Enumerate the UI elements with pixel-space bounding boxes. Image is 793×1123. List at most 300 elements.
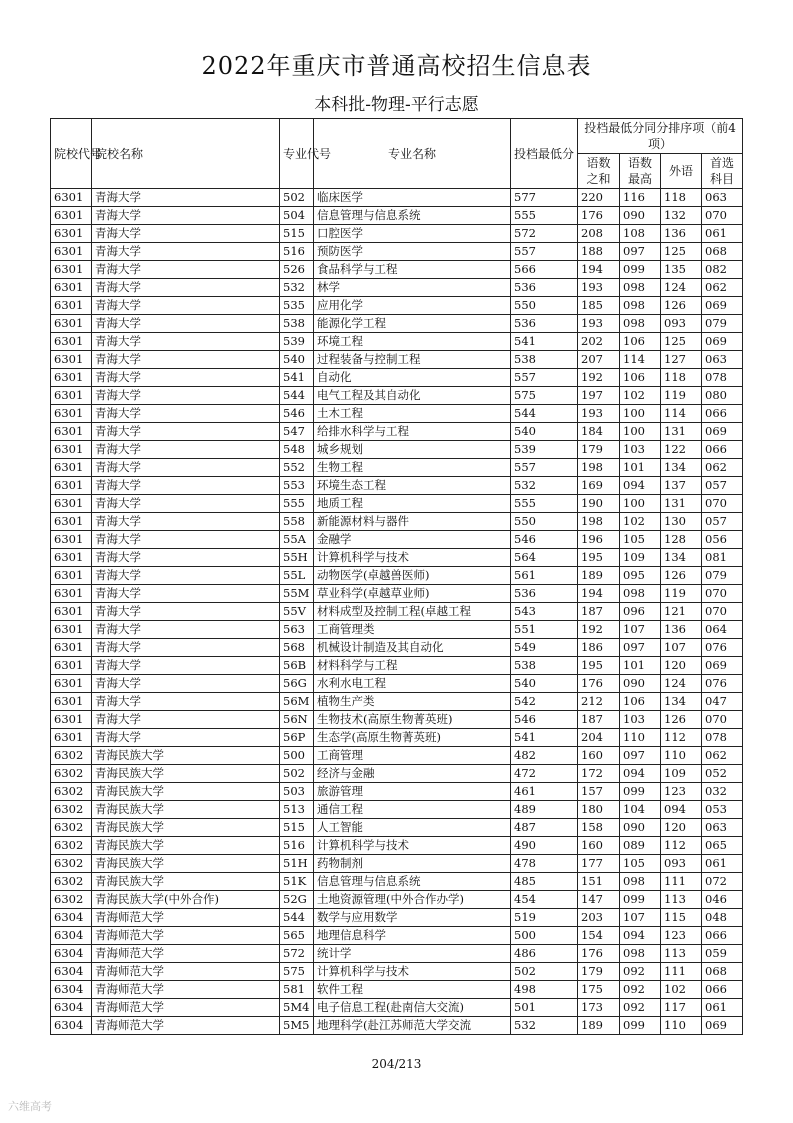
cell-max-cn-math: 108 — [620, 225, 661, 243]
cell-sum-cn-math: 160 — [578, 747, 620, 765]
cell-major-code: 502 — [280, 765, 314, 783]
cell-school-name: 青海大学 — [92, 711, 280, 729]
cell-major-name: 生物工程 — [314, 459, 511, 477]
cell-major-code: 55M — [280, 585, 314, 603]
cell-major-code: 555 — [280, 495, 314, 513]
table-row — [51, 207, 743, 225]
table-row — [51, 189, 743, 207]
cell-school-code: 6301 — [51, 423, 92, 441]
table-row — [51, 675, 743, 693]
cell-major-code: 516 — [280, 837, 314, 855]
cell-school-code: 6304 — [51, 1017, 92, 1035]
cell-foreign-language: 121 — [661, 603, 702, 621]
cell-major-name: 地理科学(赴江苏师范大学交流 — [314, 1017, 511, 1035]
cell-foreign-language: 122 — [661, 441, 702, 459]
cell-first-subject: 069 — [702, 657, 743, 675]
table-body — [51, 189, 743, 1035]
cell-school-name: 青海大学 — [92, 423, 280, 441]
cell-major-code: 548 — [280, 441, 314, 459]
cell-major-name: 旅游管理 — [314, 783, 511, 801]
cell-major-name: 经济与金融 — [314, 765, 511, 783]
cell-school-name: 青海师范大学 — [92, 999, 280, 1017]
cell-foreign-language: 117 — [661, 999, 702, 1017]
cell-max-cn-math: 104 — [620, 801, 661, 819]
table-row — [51, 567, 743, 585]
cell-major-name: 环境工程 — [314, 333, 511, 351]
cell-school-code: 6304 — [51, 945, 92, 963]
cell-school-name: 青海大学 — [92, 477, 280, 495]
cell-first-subject: 063 — [702, 189, 743, 207]
cell-min-score: 485 — [511, 873, 578, 891]
cell-min-score: 555 — [511, 207, 578, 225]
cell-max-cn-math: 092 — [620, 981, 661, 999]
cell-max-cn-math: 101 — [620, 459, 661, 477]
cell-max-cn-math: 099 — [620, 783, 661, 801]
cell-major-code: 515 — [280, 819, 314, 837]
cell-major-name: 信息管理与信息系统 — [314, 873, 511, 891]
cell-major-code: 558 — [280, 513, 314, 531]
header-sum-cn-math: 语数之和 — [578, 154, 620, 189]
cell-school-name: 青海大学 — [92, 243, 280, 261]
table-row — [51, 747, 743, 765]
cell-min-score: 550 — [511, 297, 578, 315]
cell-sum-cn-math: 193 — [578, 405, 620, 423]
cell-first-subject: 053 — [702, 801, 743, 819]
cell-school-name: 青海民族大学 — [92, 747, 280, 765]
cell-first-subject: 056 — [702, 531, 743, 549]
cell-foreign-language: 094 — [661, 801, 702, 819]
cell-major-code: 51K — [280, 873, 314, 891]
header-min-score: 投档最低分 — [511, 119, 578, 189]
cell-school-code: 6302 — [51, 765, 92, 783]
cell-major-name: 计算机科学与技术 — [314, 549, 511, 567]
cell-first-subject: 061 — [702, 999, 743, 1017]
cell-max-cn-math: 103 — [620, 441, 661, 459]
table-row — [51, 837, 743, 855]
cell-foreign-language: 134 — [661, 693, 702, 711]
cell-sum-cn-math: 180 — [578, 801, 620, 819]
cell-min-score: 561 — [511, 567, 578, 585]
cell-foreign-language: 135 — [661, 261, 702, 279]
cell-first-subject: 079 — [702, 315, 743, 333]
cell-foreign-language: 132 — [661, 207, 702, 225]
cell-min-score: 551 — [511, 621, 578, 639]
cell-first-subject: 070 — [702, 207, 743, 225]
cell-major-name: 地理信息科学 — [314, 927, 511, 945]
cell-foreign-language: 120 — [661, 819, 702, 837]
cell-major-name: 计算机科学与技术 — [314, 963, 511, 981]
table-row — [51, 279, 743, 297]
cell-school-name: 青海师范大学 — [92, 981, 280, 999]
cell-major-name: 城乡规划 — [314, 441, 511, 459]
cell-min-score: 540 — [511, 423, 578, 441]
cell-first-subject: 065 — [702, 837, 743, 855]
cell-major-name: 土地资源管理(中外合作办学) — [314, 891, 511, 909]
cell-max-cn-math: 102 — [620, 513, 661, 531]
cell-major-name: 植物生产类 — [314, 693, 511, 711]
table-row — [51, 909, 743, 927]
cell-school-name: 青海大学 — [92, 405, 280, 423]
cell-major-name: 给排水科学与工程 — [314, 423, 511, 441]
cell-min-score: 557 — [511, 459, 578, 477]
cell-major-name: 应用化学 — [314, 297, 511, 315]
cell-min-score: 539 — [511, 441, 578, 459]
table-row — [51, 387, 743, 405]
table-row — [51, 405, 743, 423]
table-row — [51, 783, 743, 801]
table-row — [51, 729, 743, 747]
cell-major-name: 电气工程及其自动化 — [314, 387, 511, 405]
cell-foreign-language: 093 — [661, 315, 702, 333]
cell-foreign-language: 113 — [661, 945, 702, 963]
cell-max-cn-math: 098 — [620, 315, 661, 333]
cell-school-name: 青海大学 — [92, 567, 280, 585]
cell-first-subject: 072 — [702, 873, 743, 891]
table-row — [51, 819, 743, 837]
cell-major-name: 土木工程 — [314, 405, 511, 423]
cell-major-name: 统计学 — [314, 945, 511, 963]
cell-foreign-language: 123 — [661, 927, 702, 945]
cell-min-score: 536 — [511, 585, 578, 603]
cell-school-code: 6301 — [51, 333, 92, 351]
table-row — [51, 1017, 743, 1035]
cell-min-score: 572 — [511, 225, 578, 243]
cell-min-score: 542 — [511, 693, 578, 711]
cell-first-subject: 047 — [702, 693, 743, 711]
cell-major-code: 553 — [280, 477, 314, 495]
cell-min-score: 557 — [511, 243, 578, 261]
cell-school-name: 青海大学 — [92, 657, 280, 675]
cell-school-code: 6301 — [51, 603, 92, 621]
cell-school-code: 6304 — [51, 963, 92, 981]
table-row — [51, 495, 743, 513]
cell-school-name: 青海大学 — [92, 531, 280, 549]
cell-school-name: 青海大学 — [92, 351, 280, 369]
cell-max-cn-math: 096 — [620, 603, 661, 621]
cell-major-code: 502 — [280, 189, 314, 207]
cell-major-name: 生态学(高原生物菁英班) — [314, 729, 511, 747]
cell-max-cn-math: 097 — [620, 243, 661, 261]
cell-sum-cn-math: 189 — [578, 1017, 620, 1035]
cell-major-code: 55V — [280, 603, 314, 621]
cell-max-cn-math: 105 — [620, 855, 661, 873]
cell-major-code: 504 — [280, 207, 314, 225]
table-row — [51, 369, 743, 387]
cell-sum-cn-math: 192 — [578, 369, 620, 387]
cell-foreign-language: 126 — [661, 297, 702, 315]
cell-first-subject: 063 — [702, 819, 743, 837]
cell-major-code: 547 — [280, 423, 314, 441]
cell-max-cn-math: 103 — [620, 711, 661, 729]
cell-first-subject: 078 — [702, 369, 743, 387]
cell-first-subject: 063 — [702, 351, 743, 369]
cell-major-name: 能源化学工程 — [314, 315, 511, 333]
table-row — [51, 855, 743, 873]
cell-first-subject: 066 — [702, 927, 743, 945]
cell-foreign-language: 114 — [661, 405, 702, 423]
cell-school-code: 6301 — [51, 297, 92, 315]
cell-max-cn-math: 090 — [620, 675, 661, 693]
page-title: 2022年重庆市普通高校招生信息表 — [201, 52, 592, 80]
cell-school-name: 青海民族大学 — [92, 873, 280, 891]
cell-major-code: 52G — [280, 891, 314, 909]
cell-school-name: 青海民族大学 — [92, 783, 280, 801]
cell-major-name: 计算机科学与技术 — [314, 837, 511, 855]
cell-max-cn-math: 092 — [620, 999, 661, 1017]
cell-min-score: 482 — [511, 747, 578, 765]
cell-foreign-language: 110 — [661, 1017, 702, 1035]
cell-major-code: 515 — [280, 225, 314, 243]
cell-school-name: 青海大学 — [92, 603, 280, 621]
cell-major-code: 5M4 — [280, 999, 314, 1017]
cell-school-code: 6301 — [51, 189, 92, 207]
cell-max-cn-math: 098 — [620, 873, 661, 891]
header-first-subject: 首选科目 — [702, 154, 743, 189]
cell-first-subject: 048 — [702, 909, 743, 927]
cell-school-name: 青海大学 — [92, 441, 280, 459]
cell-sum-cn-math: 172 — [578, 765, 620, 783]
cell-sum-cn-math: 197 — [578, 387, 620, 405]
cell-major-name: 动物医学(卓越兽医师) — [314, 567, 511, 585]
cell-major-name: 药物制剂 — [314, 855, 511, 873]
cell-sum-cn-math: 193 — [578, 315, 620, 333]
cell-school-name: 青海民族大学 — [92, 819, 280, 837]
cell-major-code: 51H — [280, 855, 314, 873]
cell-foreign-language: 124 — [661, 675, 702, 693]
cell-first-subject: 068 — [702, 243, 743, 261]
cell-school-code: 6301 — [51, 225, 92, 243]
cell-min-score: 489 — [511, 801, 578, 819]
cell-foreign-language: 126 — [661, 567, 702, 585]
cell-min-score: 487 — [511, 819, 578, 837]
cell-foreign-language: 093 — [661, 855, 702, 873]
header-foreign-language: 外语 — [661, 154, 702, 189]
cell-school-name: 青海大学 — [92, 729, 280, 747]
cell-foreign-language: 118 — [661, 189, 702, 207]
cell-foreign-language: 127 — [661, 351, 702, 369]
cell-max-cn-math: 098 — [620, 585, 661, 603]
cell-foreign-language: 110 — [661, 747, 702, 765]
cell-school-code: 6302 — [51, 801, 92, 819]
cell-foreign-language: 123 — [661, 783, 702, 801]
cell-max-cn-math: 098 — [620, 297, 661, 315]
cell-max-cn-math: 106 — [620, 333, 661, 351]
cell-sum-cn-math: 154 — [578, 927, 620, 945]
cell-school-code: 6302 — [51, 747, 92, 765]
cell-first-subject: 057 — [702, 513, 743, 531]
cell-max-cn-math: 099 — [620, 891, 661, 909]
cell-first-subject: 061 — [702, 225, 743, 243]
cell-school-name: 青海师范大学 — [92, 945, 280, 963]
cell-max-cn-math: 110 — [620, 729, 661, 747]
cell-major-name: 生物技术(高原生物菁英班) — [314, 711, 511, 729]
cell-max-cn-math: 100 — [620, 405, 661, 423]
table-row — [51, 639, 743, 657]
cell-max-cn-math: 089 — [620, 837, 661, 855]
cell-first-subject: 070 — [702, 495, 743, 513]
cell-school-name: 青海大学 — [92, 369, 280, 387]
cell-major-name: 林学 — [314, 279, 511, 297]
cell-min-score: 566 — [511, 261, 578, 279]
cell-school-code: 6301 — [51, 261, 92, 279]
table-row — [51, 297, 743, 315]
cell-first-subject: 069 — [702, 333, 743, 351]
cell-major-code: 581 — [280, 981, 314, 999]
cell-max-cn-math: 090 — [620, 819, 661, 837]
cell-min-score: 555 — [511, 495, 578, 513]
cell-sum-cn-math: 192 — [578, 621, 620, 639]
cell-foreign-language: 119 — [661, 387, 702, 405]
cell-major-name: 金融学 — [314, 531, 511, 549]
table-row — [51, 693, 743, 711]
cell-major-code: 56B — [280, 657, 314, 675]
cell-max-cn-math: 099 — [620, 261, 661, 279]
cell-foreign-language: 102 — [661, 981, 702, 999]
cell-major-code: 541 — [280, 369, 314, 387]
cell-sum-cn-math: 176 — [578, 945, 620, 963]
cell-sum-cn-math: 190 — [578, 495, 620, 513]
cell-school-name: 青海师范大学 — [92, 963, 280, 981]
cell-sum-cn-math: 176 — [578, 675, 620, 693]
cell-max-cn-math: 094 — [620, 765, 661, 783]
cell-min-score: 498 — [511, 981, 578, 999]
cell-first-subject: 066 — [702, 981, 743, 999]
cell-max-cn-math: 105 — [620, 531, 661, 549]
cell-first-subject: 062 — [702, 459, 743, 477]
cell-school-name: 青海大学 — [92, 225, 280, 243]
admission-table — [50, 118, 743, 1035]
cell-school-name: 青海大学 — [92, 279, 280, 297]
cell-min-score: 502 — [511, 963, 578, 981]
cell-max-cn-math: 114 — [620, 351, 661, 369]
cell-sum-cn-math: 173 — [578, 999, 620, 1017]
cell-first-subject: 069 — [702, 1017, 743, 1035]
cell-sum-cn-math: 212 — [578, 693, 620, 711]
cell-school-code: 6301 — [51, 279, 92, 297]
table-row — [51, 477, 743, 495]
cell-major-code: 552 — [280, 459, 314, 477]
cell-first-subject: 079 — [702, 567, 743, 585]
cell-first-subject: 064 — [702, 621, 743, 639]
table-row — [51, 945, 743, 963]
cell-min-score: 532 — [511, 477, 578, 495]
cell-major-name: 软件工程 — [314, 981, 511, 999]
cell-sum-cn-math: 204 — [578, 729, 620, 747]
table-row — [51, 513, 743, 531]
cell-school-name: 青海大学 — [92, 549, 280, 567]
cell-school-name: 青海大学 — [92, 261, 280, 279]
table-row — [51, 459, 743, 477]
cell-school-name: 青海大学 — [92, 693, 280, 711]
cell-major-code: 55H — [280, 549, 314, 567]
cell-min-score: 577 — [511, 189, 578, 207]
cell-first-subject: 059 — [702, 945, 743, 963]
cell-major-code: 56G — [280, 675, 314, 693]
cell-max-cn-math: 092 — [620, 963, 661, 981]
cell-min-score: 546 — [511, 531, 578, 549]
cell-foreign-language: 119 — [661, 585, 702, 603]
cell-min-score: 461 — [511, 783, 578, 801]
table-row — [51, 441, 743, 459]
cell-first-subject: 046 — [702, 891, 743, 909]
cell-min-score: 575 — [511, 387, 578, 405]
cell-first-subject: 080 — [702, 387, 743, 405]
cell-major-name: 人工智能 — [314, 819, 511, 837]
cell-school-code: 6301 — [51, 513, 92, 531]
cell-sum-cn-math: 195 — [578, 549, 620, 567]
table-row — [51, 351, 743, 369]
cell-max-cn-math: 106 — [620, 369, 661, 387]
cell-sum-cn-math: 198 — [578, 459, 620, 477]
cell-school-code: 6304 — [51, 927, 92, 945]
cell-first-subject: 062 — [702, 747, 743, 765]
cell-foreign-language: 107 — [661, 639, 702, 657]
cell-sum-cn-math: 175 — [578, 981, 620, 999]
cell-school-name: 青海大学 — [92, 513, 280, 531]
cell-foreign-language: 112 — [661, 837, 702, 855]
admission-table-container — [50, 118, 742, 1035]
cell-foreign-language: 115 — [661, 909, 702, 927]
table-row — [51, 531, 743, 549]
cell-school-name: 青海师范大学 — [92, 909, 280, 927]
table-row — [51, 873, 743, 891]
cell-first-subject: 076 — [702, 675, 743, 693]
cell-min-score: 538 — [511, 351, 578, 369]
cell-min-score: 536 — [511, 315, 578, 333]
cell-sum-cn-math: 147 — [578, 891, 620, 909]
cell-min-score: 478 — [511, 855, 578, 873]
cell-sum-cn-math: 202 — [578, 333, 620, 351]
cell-foreign-language: 128 — [661, 531, 702, 549]
header-tiebreak-group: 投档最低分同分排序项（前4项） — [578, 119, 743, 154]
cell-major-code: 563 — [280, 621, 314, 639]
cell-major-code: 565 — [280, 927, 314, 945]
cell-max-cn-math: 109 — [620, 549, 661, 567]
cell-school-name: 青海大学 — [92, 675, 280, 693]
cell-sum-cn-math: 194 — [578, 261, 620, 279]
cell-major-code: 575 — [280, 963, 314, 981]
table-row — [51, 891, 743, 909]
cell-min-score: 544 — [511, 405, 578, 423]
cell-max-cn-math: 100 — [620, 495, 661, 513]
cell-major-code: 503 — [280, 783, 314, 801]
cell-first-subject: 057 — [702, 477, 743, 495]
cell-school-name: 青海大学 — [92, 189, 280, 207]
page-subtitle: 本科批-物理-平行志愿 — [314, 95, 479, 115]
cell-min-score: 490 — [511, 837, 578, 855]
cell-major-name: 信息管理与信息系统 — [314, 207, 511, 225]
cell-school-code: 6301 — [51, 567, 92, 585]
cell-max-cn-math: 094 — [620, 477, 661, 495]
table-row — [51, 801, 743, 819]
cell-first-subject: 032 — [702, 783, 743, 801]
cell-major-code: 500 — [280, 747, 314, 765]
cell-school-name: 青海民族大学 — [92, 765, 280, 783]
cell-major-code: 56N — [280, 711, 314, 729]
cell-school-code: 6302 — [51, 873, 92, 891]
cell-first-subject: 066 — [702, 441, 743, 459]
cell-school-code: 6301 — [51, 315, 92, 333]
cell-min-score: 538 — [511, 657, 578, 675]
cell-major-code: 516 — [280, 243, 314, 261]
cell-foreign-language: 131 — [661, 495, 702, 513]
cell-school-code: 6301 — [51, 441, 92, 459]
cell-major-code: 546 — [280, 405, 314, 423]
cell-school-code: 6301 — [51, 477, 92, 495]
table-row — [51, 261, 743, 279]
table-row — [51, 315, 743, 333]
table-row — [51, 225, 743, 243]
